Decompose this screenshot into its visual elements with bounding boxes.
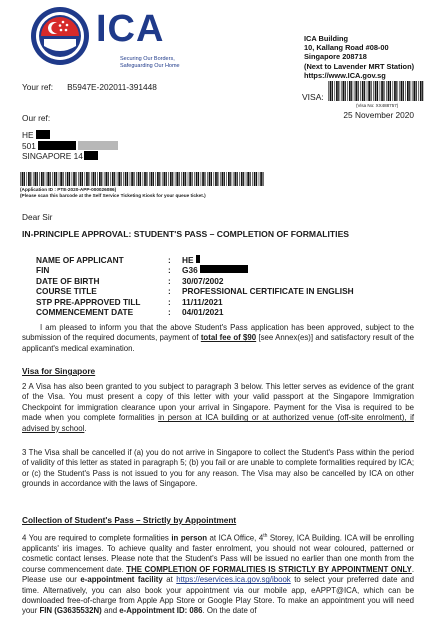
barcode-bar xyxy=(192,172,193,186)
barcode-bar xyxy=(91,172,92,186)
barcode-bar xyxy=(207,172,208,186)
visa-number: (Visa No: XX488757) xyxy=(356,103,399,108)
barcode-bar xyxy=(125,172,127,186)
barcode-bar xyxy=(394,81,396,101)
barcode-bar xyxy=(215,172,217,186)
barcode-bar xyxy=(67,172,69,186)
barcode-bar xyxy=(69,172,70,186)
barcode-bar xyxy=(39,172,40,186)
barcode-bar xyxy=(246,172,247,186)
barcode-bar xyxy=(104,172,105,186)
detail-row: FIN : G36 xyxy=(36,265,354,275)
redaction xyxy=(84,151,98,160)
barcode-bar xyxy=(252,172,253,186)
barcode-bar xyxy=(168,172,169,186)
section-collection-heading: Collection of Student's Pass – Strictly by Appointment xyxy=(22,515,237,525)
applicant-details xyxy=(36,255,354,317)
addressee-block xyxy=(22,130,118,162)
barcode-bar xyxy=(123,172,124,186)
barcode-bar xyxy=(403,81,404,101)
barcode-bar xyxy=(336,81,338,101)
barcode-bar xyxy=(416,81,417,101)
barcode-bar xyxy=(72,172,73,186)
barcode-bar xyxy=(228,172,230,186)
barcode-bar xyxy=(413,81,415,101)
application-id: (Application ID : PTE-2020-APP-000026086) (Please scan this barcode at the Self Service Ticketing Kiosk for your queue ticket.) xyxy=(20,187,206,198)
barcode-bar xyxy=(351,81,352,101)
barcode-bar xyxy=(422,81,423,101)
barcode-bar xyxy=(117,172,118,186)
barcode-bar xyxy=(371,81,372,101)
barcode-bar xyxy=(380,81,381,101)
barcode-bar xyxy=(78,172,79,186)
barcode-bar xyxy=(343,81,345,101)
visa-label: VISA: xyxy=(302,92,324,102)
ibook-link[interactable]: https://eservices.ica.gov.sg/ibook xyxy=(176,575,291,585)
barcode-bar xyxy=(136,172,137,186)
barcode-bar xyxy=(412,81,413,101)
barcode-bar xyxy=(194,172,195,186)
barcode-bar xyxy=(390,81,391,101)
barcode-bar xyxy=(30,172,31,186)
barcode-bar xyxy=(82,172,83,186)
barcode-bar xyxy=(401,81,403,101)
barcode-bar xyxy=(153,172,154,186)
barcode-bar xyxy=(226,172,227,186)
barcode-bar xyxy=(33,172,34,186)
barcode-bar xyxy=(144,172,146,186)
addressee-unit: 501 xyxy=(22,140,36,151)
application-barcode xyxy=(20,172,264,186)
barcode-bar xyxy=(85,172,86,186)
barcode-bar xyxy=(338,81,339,101)
barcode-bar xyxy=(328,81,329,101)
barcode-bar xyxy=(86,172,88,186)
barcode-bar xyxy=(358,81,359,101)
barcode-bar xyxy=(183,172,185,186)
barcode-bar xyxy=(332,81,333,101)
barcode-bar xyxy=(133,172,134,186)
barcode-bar xyxy=(355,81,357,101)
barcode-bar xyxy=(386,81,387,101)
barcode-bar xyxy=(138,172,140,186)
visa-barcode xyxy=(328,81,424,101)
barcode-bar xyxy=(157,172,159,186)
e-appointment-id: e-Appointment ID: 086 xyxy=(119,606,203,616)
barcode-bar xyxy=(234,172,236,186)
your-ref: Your ref: B5947E-202011-391448 xyxy=(22,82,157,92)
barcode-bar xyxy=(204,172,205,186)
barcode-bar xyxy=(56,172,57,186)
barcode-bar xyxy=(37,172,38,186)
barcode-bar xyxy=(52,172,53,186)
barcode-bar xyxy=(209,172,211,186)
barcode-bar xyxy=(149,172,150,186)
barcode-bar xyxy=(383,81,384,101)
barcode-bar xyxy=(35,172,37,186)
barcode-bar xyxy=(41,172,43,186)
barcode-bar xyxy=(112,172,114,186)
barcode-bar xyxy=(375,81,377,101)
paragraph-4: 4 You are required to complete formalities in person at ICA Office, 4th Storey, ICA Building. ICA will be enrolling applicants' iris images. To achieve quality and faster enrolment, you should not wear coloured, patterned or cosmetic contact lenses. Please note that the Student's Pass will be issued no earlier than one month from the course commencement date. THE COMPLETION OF FORMALITIES IS STRICTLY BY APPOINTMENT ONLY. Please use our e-appointment facility at https://eservices.ica.gov.sg/ibook to select your preferred date and time. Alternatively, you can also book your appointment via our mobile app, eAPPT@ICA, which can be downloaded free-of-charge from Apple App Store or Google Play Store. To make an appointment you will need your FIN (G3635532N) and e-Appointment ID: 086. On the date of xyxy=(22,533,415,616)
ica-seal-icon xyxy=(30,6,90,66)
barcode-bar xyxy=(105,172,107,186)
barcode-bar xyxy=(377,81,378,101)
barcode-bar xyxy=(360,81,361,101)
barcode-bar xyxy=(99,172,101,186)
barcode-bar xyxy=(130,172,131,186)
brand-tagline: Securing Our Borders, Safeguarding Our Home xyxy=(120,56,180,69)
barcode-bar xyxy=(176,172,178,186)
barcode-bar xyxy=(50,172,51,186)
your-ref-number: B5947E-202011-391448 xyxy=(67,82,157,92)
barcode-bar xyxy=(250,172,251,186)
barcode-bar xyxy=(418,81,419,101)
barcode-bar xyxy=(233,172,234,186)
redaction xyxy=(78,141,118,150)
salutation: Dear Sir xyxy=(22,212,53,222)
barcode-bar xyxy=(88,172,89,186)
barcode-bar xyxy=(155,172,156,186)
ica-address: ICA Building 10, Kallang Road #08-00 Singapore 208718 (Next to Lavender MRT Station) https://www.ICA.gov.sg xyxy=(304,34,415,80)
barcode-bar xyxy=(220,172,221,186)
redaction xyxy=(200,265,248,273)
barcode-bar xyxy=(354,81,355,101)
barcode-bar xyxy=(47,172,49,186)
barcode-bar xyxy=(22,172,24,186)
barcode-bar xyxy=(262,172,263,186)
barcode-bar xyxy=(159,172,160,186)
barcode-bar xyxy=(146,172,147,186)
barcode-bar xyxy=(73,172,75,186)
barcode-bar xyxy=(20,172,21,186)
barcode-bar xyxy=(217,172,218,186)
barcode-bar xyxy=(214,172,215,186)
letter-date: 25 November 2020 xyxy=(343,110,414,120)
barcode-bar xyxy=(362,81,364,101)
barcode-bar xyxy=(222,172,224,186)
barcode-bar xyxy=(181,172,182,186)
detail-row: NAME OF APPLICANT : HE xyxy=(36,255,354,265)
barcode-bar xyxy=(254,172,256,186)
barcode-bar xyxy=(95,172,96,186)
barcode-bar xyxy=(211,172,212,186)
barcode-bar xyxy=(330,81,332,101)
detail-row: COURSE TITLE : PROFESSIONAL CERTIFICATE IN ENGLISH xyxy=(36,286,354,297)
barcode-bar xyxy=(46,172,47,186)
barcode-bar xyxy=(108,172,109,186)
barcode-bar xyxy=(43,172,44,186)
barcode-bar xyxy=(26,172,27,186)
barcode-bar xyxy=(239,172,240,186)
barcode-bar xyxy=(162,172,163,186)
redaction xyxy=(196,255,200,263)
barcode-bar xyxy=(381,81,383,101)
barcode-bar xyxy=(24,172,25,186)
barcode-bar xyxy=(65,172,66,186)
barcode-bar xyxy=(151,172,153,186)
barcode-bar xyxy=(367,81,368,101)
barcode-bar xyxy=(202,172,204,186)
barcode-bar xyxy=(243,172,244,186)
barcode-bar xyxy=(409,81,410,101)
barcode-bar xyxy=(185,172,186,186)
barcode-bar xyxy=(405,81,406,101)
barcode-bar xyxy=(59,172,60,186)
redaction xyxy=(38,141,76,150)
barcode-bar xyxy=(110,172,111,186)
barcode-bar xyxy=(118,172,120,186)
detail-row: COMMENCEMENT DATE : 04/01/2021 xyxy=(36,307,224,318)
barcode-bar xyxy=(189,172,191,186)
barcode-bar xyxy=(399,81,400,101)
barcode-bar xyxy=(368,81,370,101)
barcode-bar xyxy=(256,172,257,186)
barcode-bar xyxy=(373,81,374,101)
barcode-bar xyxy=(259,172,260,186)
barcode-bar xyxy=(114,172,115,186)
brand-name: ICA xyxy=(96,8,165,50)
fin-number: FIN (G3635532N) xyxy=(39,606,102,616)
barcode-bar xyxy=(121,172,122,186)
barcode-bar xyxy=(341,81,342,101)
barcode-bar xyxy=(260,172,262,186)
detail-row: STP PRE-APPROVED TILL : 11/11/2021 xyxy=(36,296,223,307)
barcode-bar xyxy=(75,172,76,186)
barcode-bar xyxy=(63,172,64,186)
barcode-bar xyxy=(198,172,199,186)
barcode-bar xyxy=(54,172,56,186)
paragraph-3: 3 The Visa shall be cancelled if (a) you do not arrive in Singapore to collect the Student's Pass within the period of validity of this letter as stated in paragraph 5; (b) you fail or are unable to complete formalities required by ICA; or (c) the Student's Pass is not issued to you for any reason. The Visa may also be cancelled by ICA on other grounds in accordance with the laws of Singapore. xyxy=(22,448,414,489)
barcode-bar xyxy=(347,81,348,101)
barcode-bar xyxy=(127,172,128,186)
barcode-bar xyxy=(393,81,394,101)
addressee-postcode: SINGAPORE 14 xyxy=(22,151,83,162)
barcode-bar xyxy=(93,172,95,186)
barcode-bar xyxy=(334,81,335,101)
barcode-bar xyxy=(224,172,225,186)
barcode-bar xyxy=(247,172,249,186)
barcode-bar xyxy=(166,172,167,186)
paragraph-2: 2 A Visa has also been granted to you subject to paragraph 3 below. This letter serves as evidence of the grant of the Visa. You must present a copy of this letter with your valid passport at the Singapore Immigration Checkpoint for immigration clearance upon your arrival in Singapore. Payment for the Visa is required to be made when you complete formalities in person at ICA building or at authorized venue (off-site enrolment), if advised by school. xyxy=(22,382,415,433)
barcode-bar xyxy=(396,81,397,101)
barcode-bar xyxy=(420,81,422,101)
addressee-name: HE xyxy=(22,130,34,140)
barcode-bar xyxy=(388,81,390,101)
barcode-bar xyxy=(237,172,238,186)
ica-logo xyxy=(22,6,182,76)
barcode-bar xyxy=(131,172,133,186)
barcode-bar xyxy=(172,172,173,186)
total-fee: total fee of $90 xyxy=(200,333,257,343)
barcode-bar xyxy=(60,172,62,186)
our-ref: Our ref: xyxy=(22,113,51,123)
barcode-bar xyxy=(140,172,141,186)
redaction xyxy=(36,130,50,139)
barcode-bar xyxy=(164,172,166,186)
barcode-bar xyxy=(175,172,176,186)
barcode-bar xyxy=(241,172,243,186)
barcode-bar xyxy=(364,81,365,101)
barcode-bar xyxy=(407,81,409,101)
barcode-bar xyxy=(201,172,202,186)
barcode-bar xyxy=(345,81,346,101)
barcode-bar xyxy=(143,172,144,186)
barcode-bar xyxy=(28,172,30,186)
detail-row: DATE OF BIRTH : 30/07/2002 xyxy=(36,275,224,286)
barcode-bar xyxy=(179,172,180,186)
barcode-bar xyxy=(230,172,231,186)
barcode-bar xyxy=(170,172,172,186)
barcode-bar xyxy=(97,172,98,186)
letter-heading: IN-PRINCIPLE APPROVAL: STUDENT'S PASS – COMPLETION OF FORMALITIES xyxy=(22,229,350,239)
barcode-bar xyxy=(101,172,102,186)
barcode-bar xyxy=(196,172,198,186)
section-visa-heading: Visa for Singapore xyxy=(22,366,96,376)
barcode-bar xyxy=(80,172,82,186)
barcode-bar xyxy=(188,172,189,186)
paragraph-1: I am pleased to inform you that the above Student's Pass application has been approved, subject to the submission of the required documents, payment of total fee of $90 [see Annex(es)] and satisfactory result of the applicant's medical examination. xyxy=(22,323,415,353)
barcode-bar xyxy=(349,81,351,101)
